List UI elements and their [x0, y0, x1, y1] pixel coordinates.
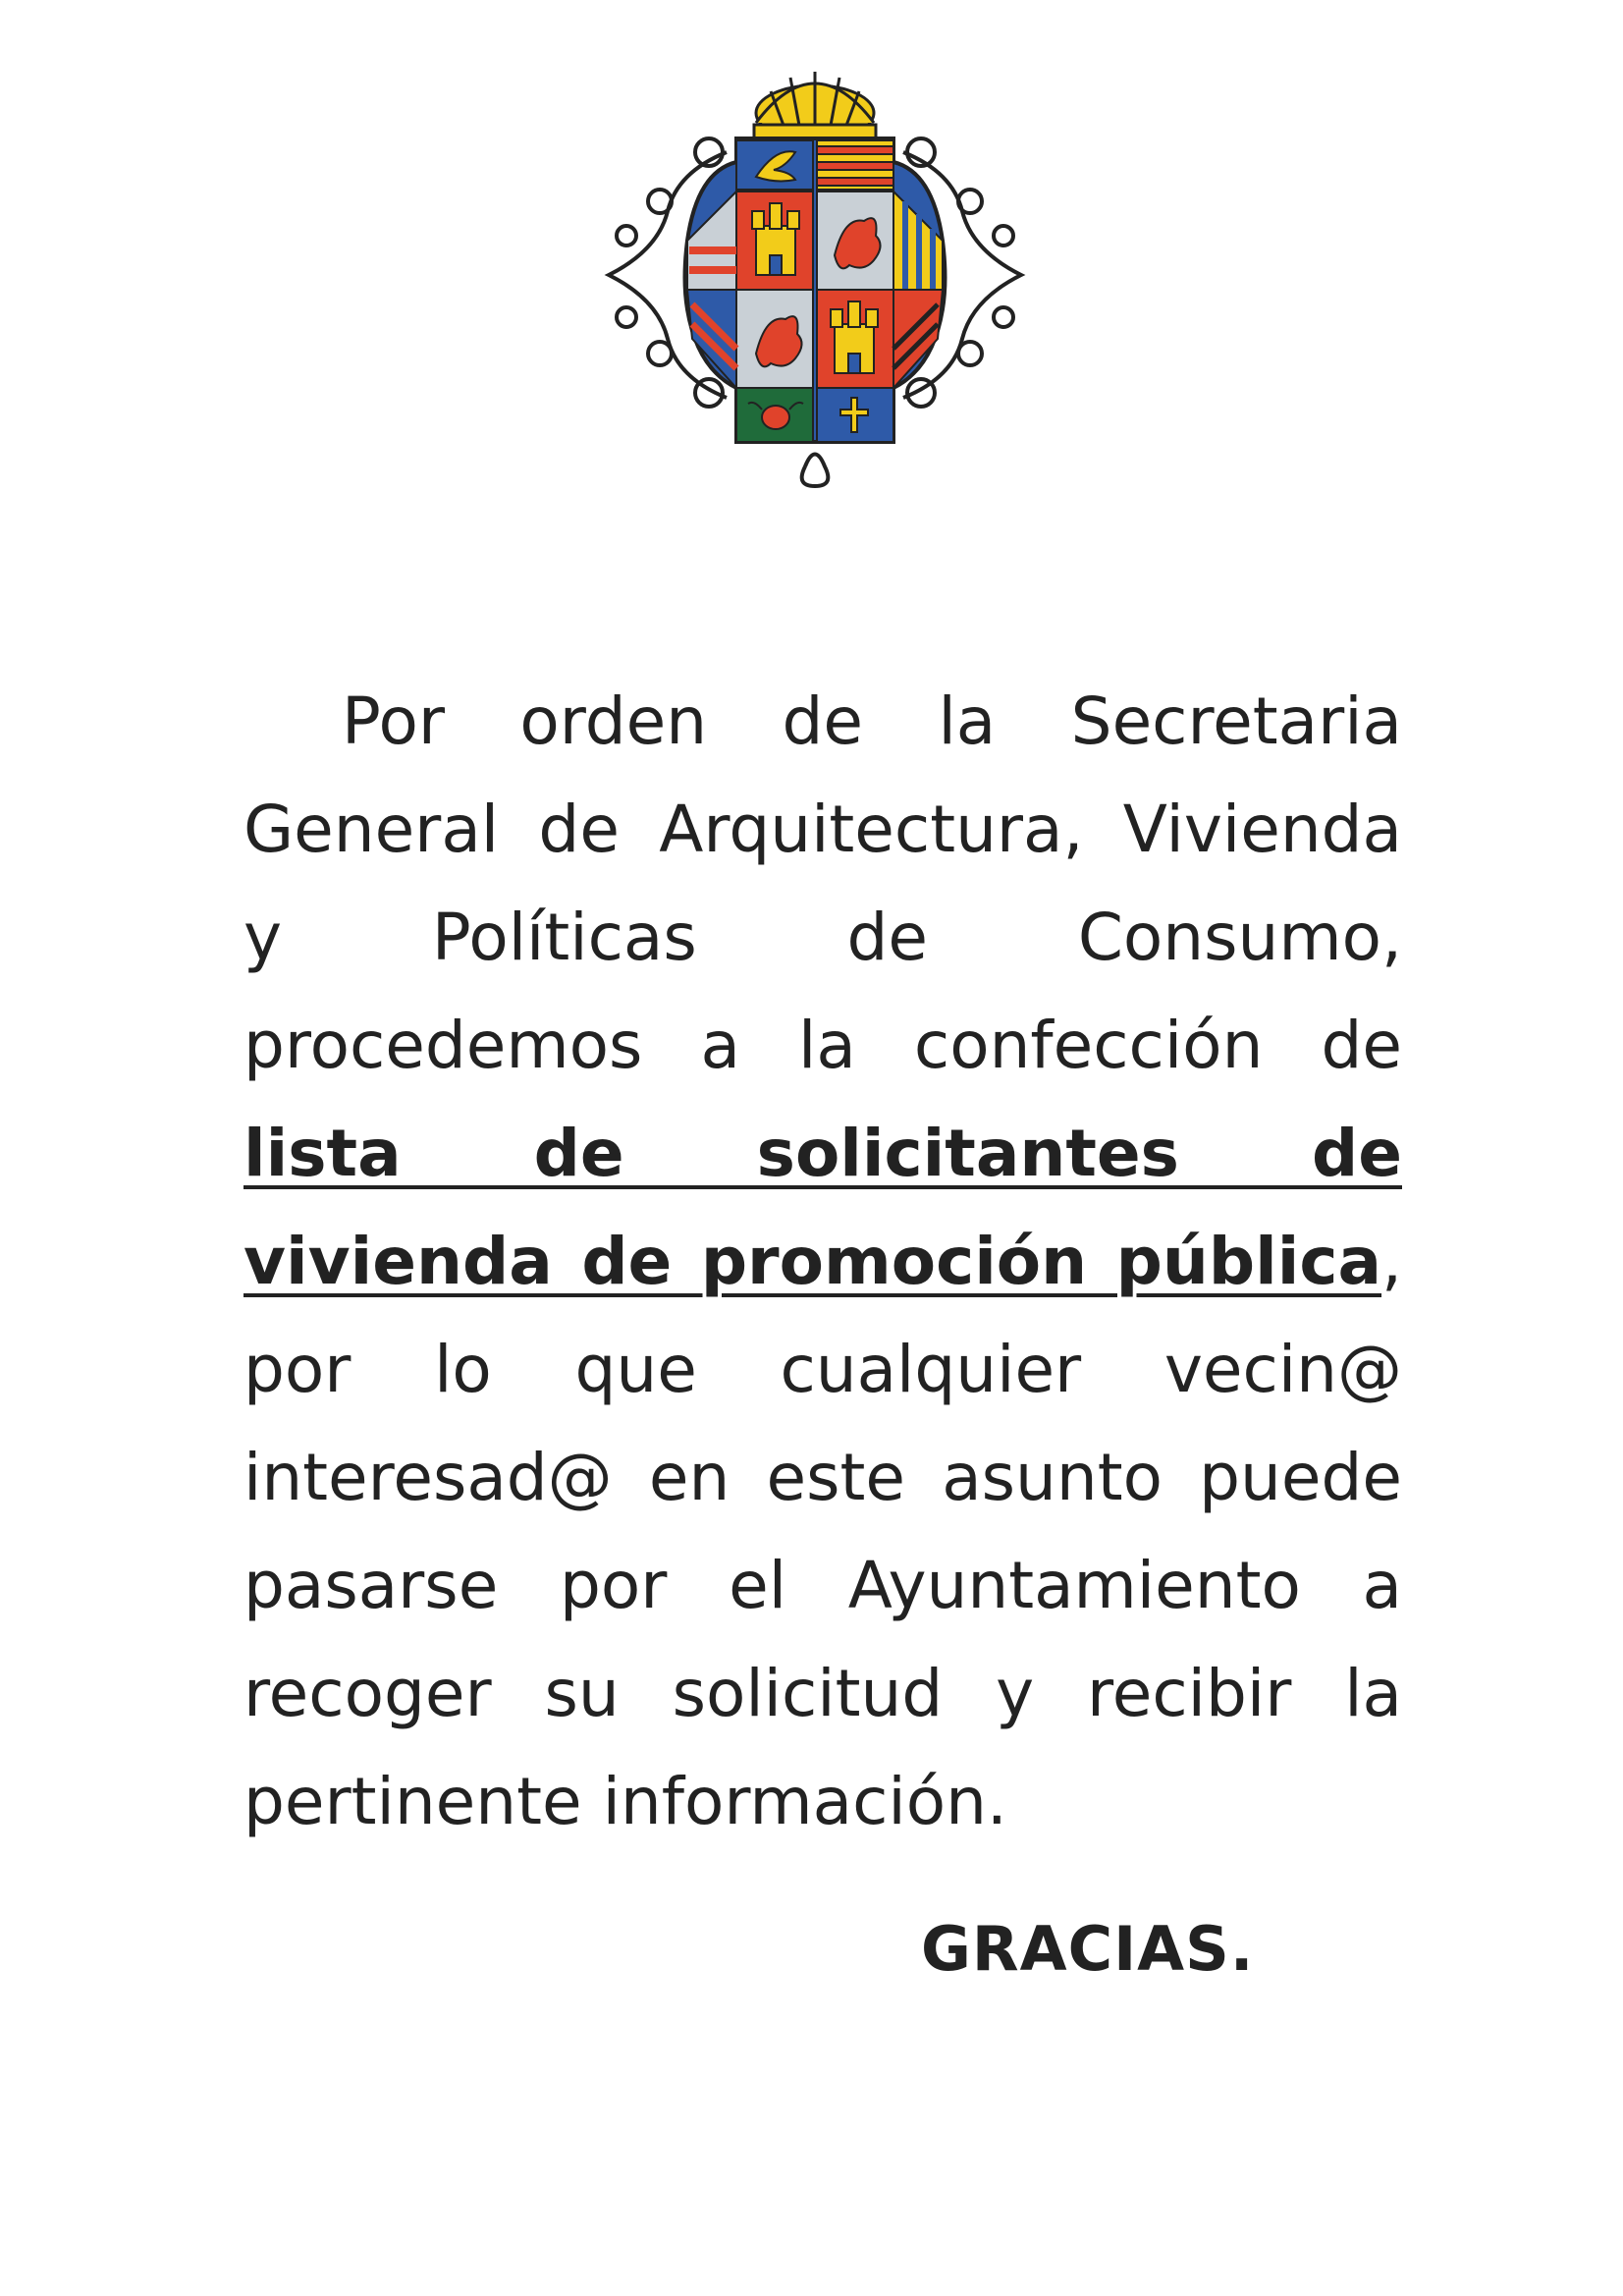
notice-intro: Por orden de la Secretaria General de Arquitectura, Vivienda y Políticas de Consumo, procedemos a la confección de — [243, 683, 1402, 1083]
notice-outro: , por lo que cualquier vecin@ interesad@ en este asunto puede pasarse por el Ayuntamiento a recoger su solicitud y recibir la pertinente información. — [243, 1224, 1402, 1839]
notice-highlight: lista de solicitantes de vivienda de promoción pública — [243, 1116, 1402, 1299]
closing-thanks: GRACIAS. — [921, 1913, 1255, 1985]
crown-shell — [754, 72, 876, 140]
notice-paragraph — [243, 668, 1402, 1856]
coat-of-arms-icon — [599, 54, 1031, 501]
